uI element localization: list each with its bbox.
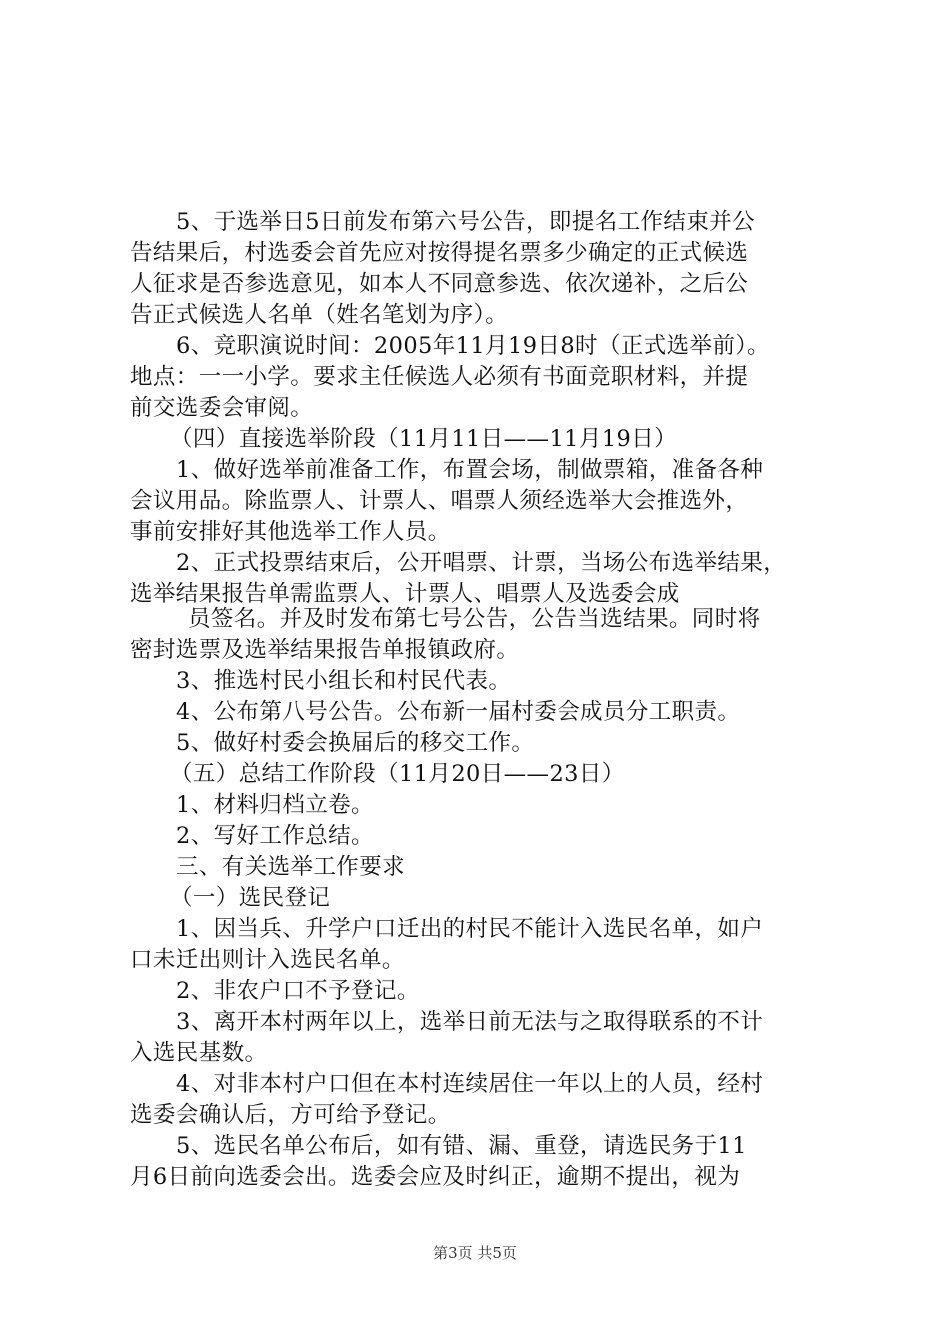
text-line: 口未迁出则计入选民名单。 [130, 947, 405, 973]
text-line: 入选民基数。 [130, 1040, 268, 1066]
text-line: 员签名。并及时发布第七号公告，公告当选结果。同时将 [188, 606, 761, 632]
section-heading: 三、有关选举工作要求 [176, 854, 406, 880]
text-line: 告正式候选人名单（姓名笔划为序）。 [130, 302, 509, 328]
section-heading: （四）直接选举阶段（11月11日——11月19日） [170, 426, 678, 452]
section-heading: （五）总结工作阶段（11月20日——23日） [170, 761, 625, 787]
text-line: 4、公布第八号公告。公布新一届村委会成员分工职责。 [176, 699, 741, 725]
text-line: 事前安排好其他选举工作人员。 [130, 519, 451, 545]
text-line: 5、选民名单公布后，如有错、漏、重登，请选民务于11 [176, 1133, 747, 1159]
text-line: 4、对非本村户口但在本村连续居住一年以上的人员，经村 [176, 1071, 764, 1097]
text-line: 会议用品。除监票人、计票人、唱票人须经选举大会推选外， [130, 488, 749, 514]
text-line: 选委会确认后，方可给予登记。 [130, 1102, 451, 1128]
text-line: 月6日前向选委会出。选委会应及时纠正，逾期不提出，视为 [130, 1164, 741, 1190]
text-line: 6、竞职演说时间：2005年11月19日8时（正式选举前）。 [176, 333, 770, 359]
text-line: 2、正式投票结束后，公开唱票、计票，当场公布选举结果， [176, 550, 787, 576]
text-line: 告结果后，村选委会首先应对按得提名票多少确定的正式候选 [130, 240, 749, 266]
text-line: 地点：一一小学。要求主任候选人必须有书面竞职材料，并提 [130, 364, 749, 390]
page-number-footer: 第3页 共5页 [433, 1244, 517, 1262]
text-line: 选举结果报告单需监票人、计票人、唱票人及选委会成 [130, 581, 680, 607]
text-line: 1、因当兵、升学户口迁出的村民不能计入选民名单，如户 [176, 916, 764, 942]
text-line: 2、写好工作总结。 [176, 823, 374, 849]
text-line: 人征求是否参选意见，如本人不同意参选、依次递补，之后公 [130, 271, 749, 297]
text-line: 前交选委会审阅。 [130, 395, 314, 421]
text-line: 2、非农户口不予登记。 [176, 978, 420, 1004]
section-heading: （一）选民登记 [170, 885, 331, 911]
text-line: 密封选票及选举结果报告单报镇政府。 [130, 637, 520, 663]
text-line: 3、推选村民小组长和村民代表。 [176, 668, 512, 694]
text-line: 5、做好村委会换届后的移交工作。 [176, 730, 535, 756]
text-line: 5、于选举日5日前发布第六号公告，即提名工作结束并公 [176, 209, 756, 235]
text-line: 3、离开本村两年以上，选举日前无法与之取得联系的不计 [176, 1009, 764, 1035]
text-line: 1、做好选举前准备工作，布置会场，制做票箱，准备各种 [176, 457, 764, 483]
text-line: 1、材料归档立卷。 [176, 792, 374, 818]
